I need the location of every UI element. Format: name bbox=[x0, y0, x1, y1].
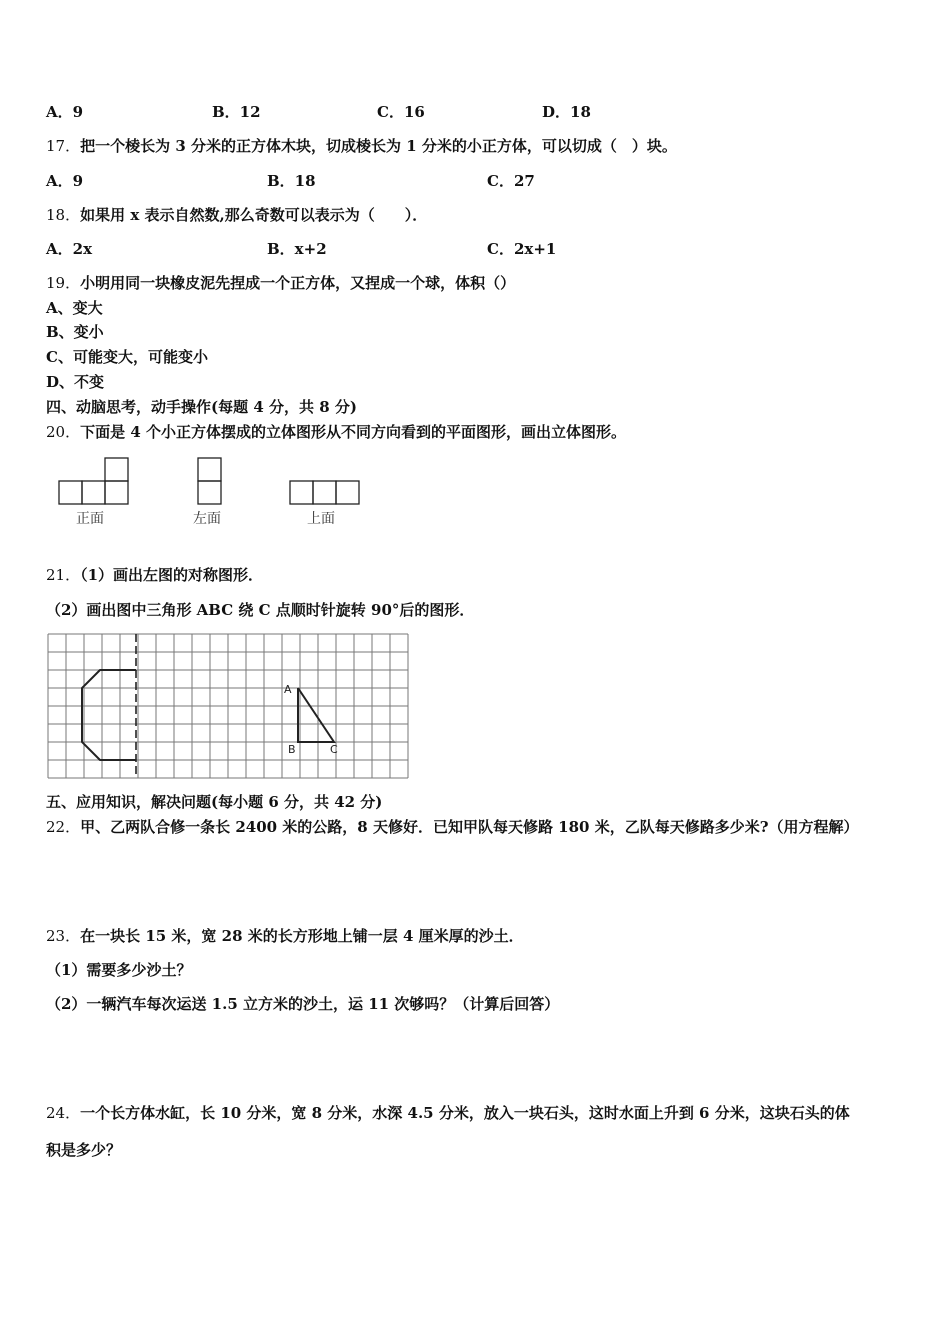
grid-figure bbox=[46, 632, 410, 780]
q19-option-d: D、不变 bbox=[46, 373, 105, 391]
q18-option-a: A．2x bbox=[46, 240, 93, 258]
question-text: 下面是 4 个小正方体摆成的立体图形从不同方向看到的平面图形，画出立体图形。 bbox=[80, 423, 626, 441]
q17-option-b: B．18 bbox=[267, 172, 316, 190]
front-view-label: 正面 bbox=[76, 511, 104, 527]
question-number: 21． bbox=[46, 566, 81, 584]
q16-option-c: C．16 bbox=[377, 103, 425, 121]
question-number: 19． bbox=[46, 274, 81, 292]
question-text: 在一块长 15 米，宽 28 米的长方形地上铺一层 4 厘米厚的沙土． bbox=[80, 927, 524, 945]
views-figure bbox=[40, 450, 380, 510]
question-text: 甲、乙两队合修一条长 2400 米的公路，8 天修好．已知甲队每天修路 180 米，乙队每天修路多少米?（用方程解） bbox=[80, 818, 859, 836]
question-23 bbox=[46, 926, 524, 946]
question-20 bbox=[46, 422, 626, 442]
question-17 bbox=[46, 136, 677, 156]
q16-option-b: B．12 bbox=[212, 103, 261, 121]
question-24-line-2: 积是多少？ bbox=[46, 1141, 122, 1159]
question-number: 24． bbox=[46, 1104, 81, 1122]
q19-option-a: A、变大 bbox=[46, 299, 103, 317]
q19-option-c: C、可能变大，可能变小 bbox=[46, 348, 208, 366]
question-21 bbox=[46, 565, 263, 585]
question-text: 把一个棱长为 3 分米的正方体木块，切成棱长为 1 分米的小正方体，可以切成（ ）块。 bbox=[80, 137, 677, 155]
q17-option-a: A．9 bbox=[46, 172, 84, 190]
question-number: 20． bbox=[46, 423, 81, 441]
q19-option-b: B、变小 bbox=[46, 323, 104, 341]
top-view-label: 上面 bbox=[307, 511, 335, 527]
label-b: B bbox=[288, 743, 296, 756]
q17-option-c: C．27 bbox=[487, 172, 535, 190]
question-text: 如果用 x 表示自然数,那么奇数可以表示为（ ）． bbox=[80, 206, 428, 224]
q16-option-d: D．18 bbox=[542, 103, 591, 121]
q18-option-c: C．2x+1 bbox=[487, 240, 557, 258]
q18-option-b: B．x+2 bbox=[267, 240, 327, 258]
question-number: 17． bbox=[46, 137, 81, 155]
section-4-title: 四、动脑思考，动手操作(每题 4 分，共 8 分) bbox=[46, 398, 357, 416]
label-a: A bbox=[284, 683, 292, 696]
question-23-part-2: （2）一辆汽车每次运送 1.5 立方米的沙土，运 11 次够吗？（计算后回答） bbox=[46, 995, 560, 1013]
label-c: C bbox=[330, 743, 338, 756]
question-21-part-2: （2）画出图中三角形 ABC 绕 C 点顺时针旋转 90°后的图形． bbox=[46, 601, 475, 619]
question-number: 18． bbox=[46, 206, 81, 224]
half-octagon-shape bbox=[82, 670, 136, 760]
triangle-abc bbox=[298, 688, 334, 742]
question-24 bbox=[46, 1103, 850, 1123]
question-text: 小明用同一块橡皮泥先捏成一个正方体，又捏成一个球，体积（） bbox=[80, 274, 516, 292]
question-22 bbox=[46, 817, 859, 837]
question-18 bbox=[46, 205, 427, 225]
question-number: 22． bbox=[46, 818, 81, 836]
question-text: 一个长方体水缸，长 10 分米，宽 8 分米，水深 4.5 分米，放入一块石头，这时水面上升到 6 分米，这块石头的体 bbox=[80, 1104, 850, 1122]
question-number: 23． bbox=[46, 927, 81, 945]
section-5-title: 五、应用知识，解决问题(每小题 6 分，共 42 分) bbox=[46, 793, 383, 811]
left-view-label: 左面 bbox=[193, 511, 221, 527]
question-part-1: （1）画出左图的对称图形． bbox=[80, 566, 264, 584]
question-19 bbox=[46, 273, 515, 293]
question-23-part-1: （1）需要多少沙土？ bbox=[46, 961, 192, 979]
q16-option-a: A．9 bbox=[46, 103, 84, 121]
